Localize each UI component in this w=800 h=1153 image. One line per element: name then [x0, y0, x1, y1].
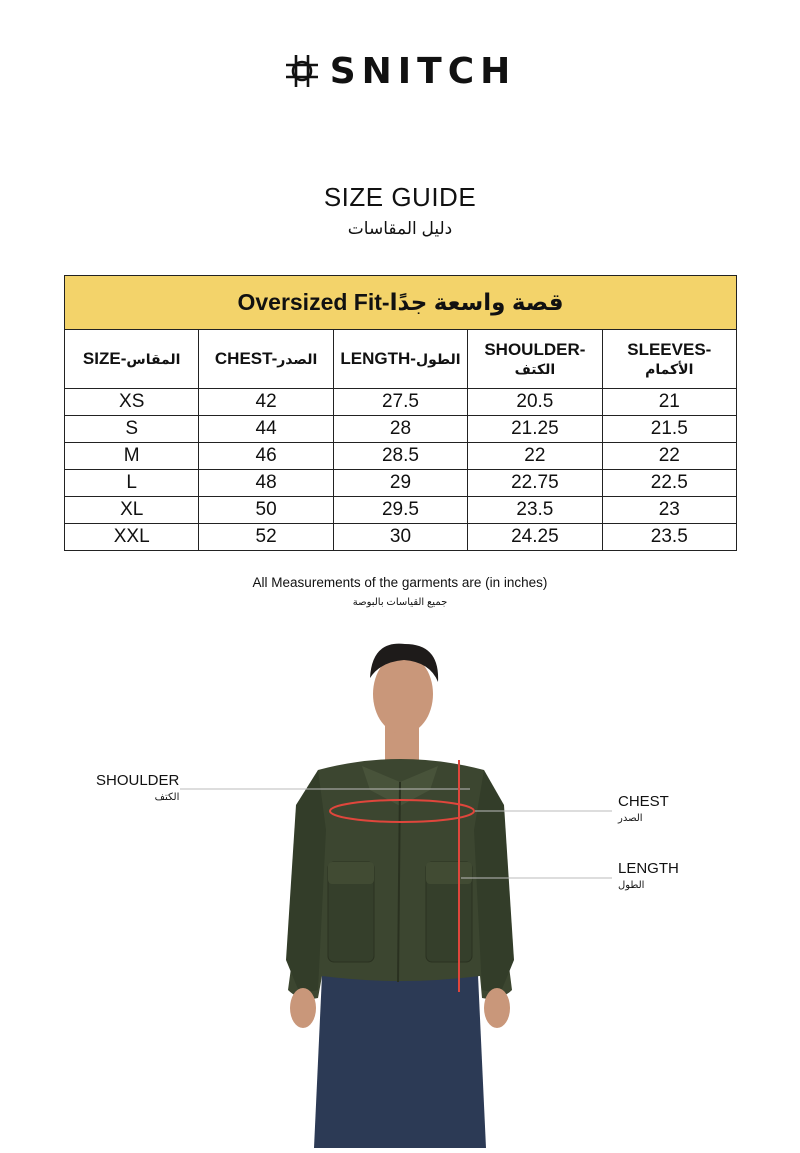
page-title-arabic: دليل المقاسات — [347, 219, 453, 238]
cell-chest: 50 — [199, 497, 333, 524]
cell-size: M — [65, 443, 199, 470]
page-title: SIZE GUIDE — [323, 182, 477, 212]
header-size: SIZE-المقاس — [65, 330, 199, 389]
cell-size: XXL — [65, 524, 199, 551]
cell-length: 29.5 — [333, 497, 467, 524]
jeans — [314, 975, 486, 1148]
table-row — [65, 470, 737, 497]
cell-sleeves: 21.5 — [602, 416, 736, 443]
header-chest: CHEST-الصدر — [199, 330, 333, 389]
table-row — [65, 443, 737, 470]
cell-shoulder: 23.5 — [468, 497, 602, 524]
model-illustration — [0, 630, 800, 1148]
cell-length: 28.5 — [333, 443, 467, 470]
right-hand — [484, 988, 510, 1028]
table-row — [65, 497, 737, 524]
brand-name: SNITCH — [329, 50, 517, 92]
cell-size: XS — [65, 389, 199, 416]
cell-shoulder: 21.25 — [468, 416, 602, 443]
cell-chest: 42 — [199, 389, 333, 416]
cell-chest: 46 — [199, 443, 333, 470]
model-figure — [0, 630, 800, 1148]
grid-knot-icon — [284, 53, 320, 89]
header-shoulder: SHOULDER- الكتف — [468, 330, 602, 389]
left-pocket-flap — [328, 862, 374, 884]
cell-sleeves: 22.5 — [602, 470, 736, 497]
size-table — [64, 275, 737, 551]
header-length: LENGTH-الطول — [333, 330, 467, 389]
cell-length: 28 — [333, 416, 467, 443]
cell-size: S — [65, 416, 199, 443]
cell-sleeves: 23.5 — [602, 524, 736, 551]
header-sleeves: SLEEVES- الأكمام — [602, 330, 736, 389]
cell-sleeves: 23 — [602, 497, 736, 524]
cell-shoulder: 22.75 — [468, 470, 602, 497]
length-label: LENGTH الطول — [618, 860, 679, 891]
cell-size: XL — [65, 497, 199, 524]
fit-header: Oversized Fit-قصة واسعة جدًا — [65, 276, 737, 330]
table-row — [65, 389, 737, 416]
cell-length: 29 — [333, 470, 467, 497]
cell-shoulder: 24.25 — [468, 524, 602, 551]
cell-shoulder: 22 — [468, 443, 602, 470]
cell-size: L — [65, 470, 199, 497]
cell-sleeves: 21 — [602, 389, 736, 416]
cell-chest: 52 — [199, 524, 333, 551]
cell-chest: 44 — [199, 416, 333, 443]
cell-length: 27.5 — [333, 389, 467, 416]
left-hand — [290, 988, 316, 1028]
cell-length: 30 — [333, 524, 467, 551]
chest-label: CHEST الصدر — [618, 793, 669, 824]
table-row — [65, 416, 737, 443]
shoulder-label: SHOULDER الكتف — [96, 772, 180, 803]
cell-sleeves: 22 — [602, 443, 736, 470]
measurement-note-arabic: جميع القياسات بالبوصة — [352, 597, 448, 608]
cell-shoulder: 20.5 — [468, 389, 602, 416]
brand-logo — [0, 48, 800, 94]
measurement-note: All Measurements of the garments are (in inches) — [252, 575, 548, 590]
column-headers — [65, 330, 737, 389]
table-row — [65, 524, 737, 551]
cell-chest: 48 — [199, 470, 333, 497]
right-pocket-flap — [426, 862, 472, 884]
